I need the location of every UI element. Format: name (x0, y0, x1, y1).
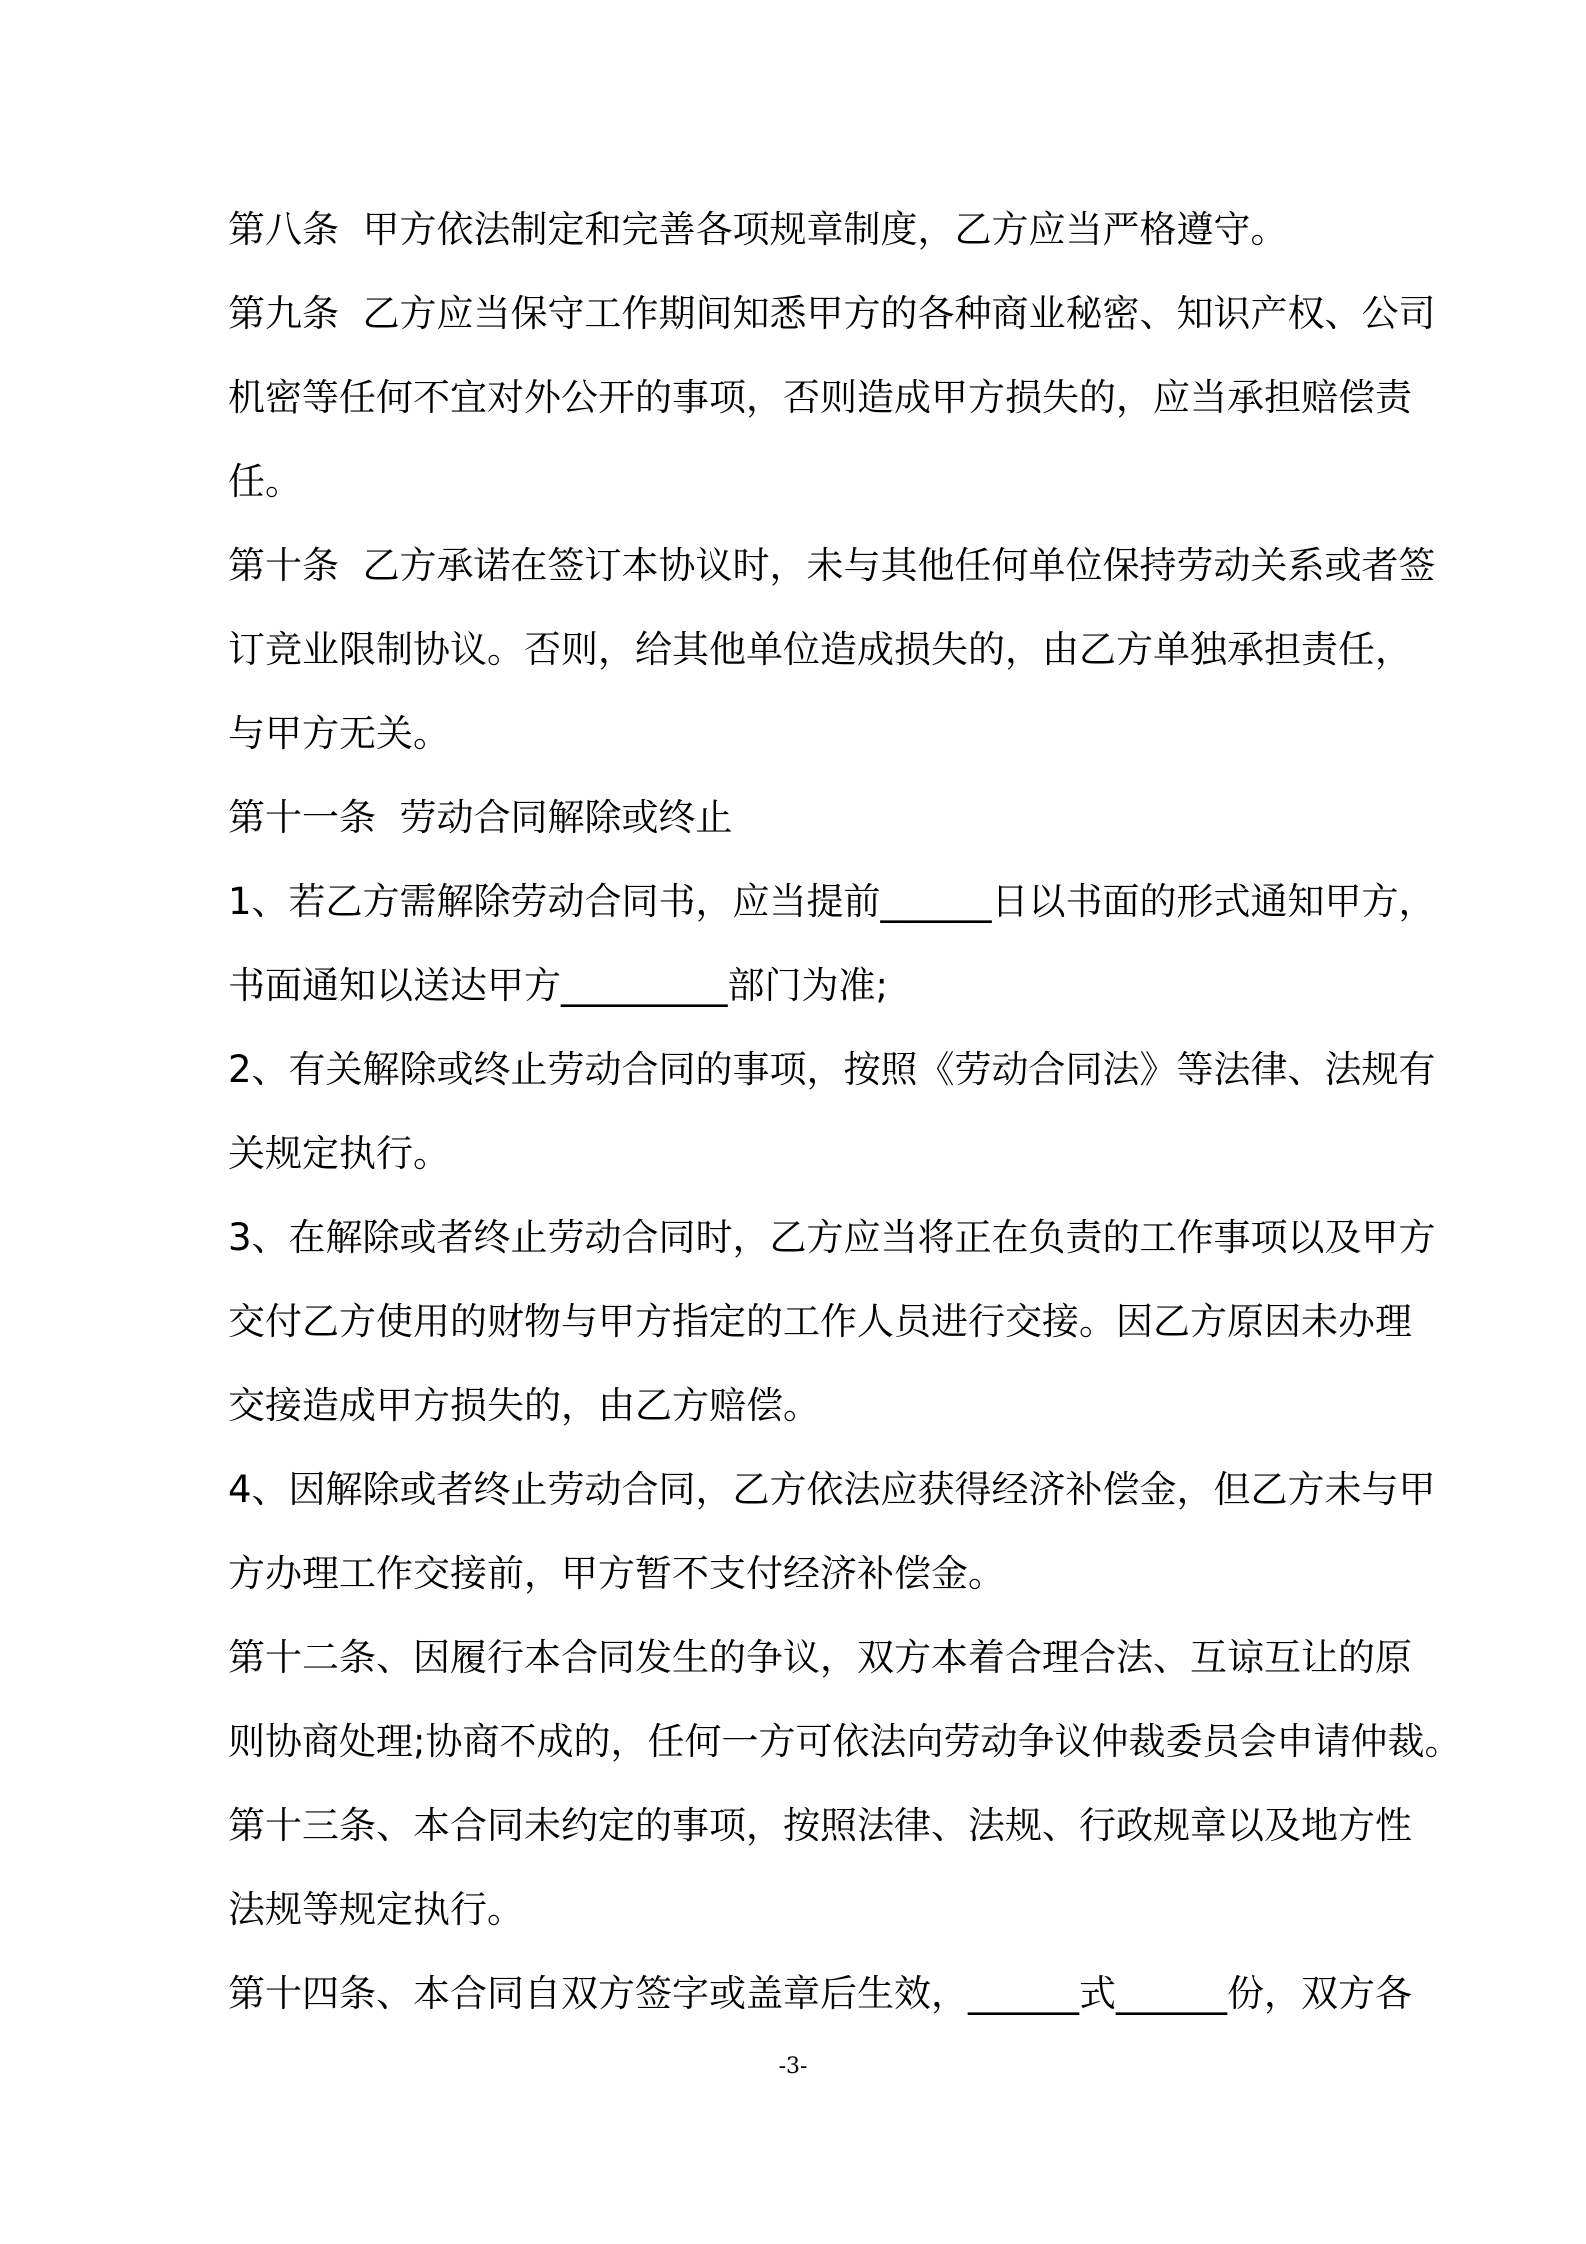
text-line: 第十三条、本合同未约定的事项，按照法律、法规、行政规章以及地方性 (228, 1804, 1412, 1847)
text-line: 书面通知以送达甲方_________部门为准; (228, 964, 888, 1007)
text-line: 第十条 乙方承诺在签订本协议时，未与其他任何单位保持劳动关系或者签 (228, 544, 1436, 587)
text-line: 交付乙方使用的财物与甲方指定的工作人员进行交接。因乙方原因未办理 (228, 1300, 1412, 1343)
text-line: 第九条 乙方应当保守工作期间知悉甲方的各种商业秘密、知识产权、公司 (228, 292, 1436, 335)
text-line: 第十一条 劳动合同解除或终止 (228, 796, 733, 839)
text-line: 订竞业限制协议。否则，给其他单位造成损失的，由乙方单独承担责任， (228, 628, 1412, 671)
text-line: 与甲方无关。 (228, 712, 450, 755)
document-body (228, 188, 1462, 2036)
text-line: 2、有关解除或终止劳动合同的事项，按照《劳动合同法》等法律、法规有 (228, 1048, 1436, 1091)
text-line: 则协商处理;协商不成的，任何一方可依法向劳动争议仲裁委员会申请仲裁。 (228, 1720, 1462, 1763)
text-line: 第十二条、因履行本合同发生的争议，双方本着合理合法、互谅互让的原 (228, 1636, 1412, 1679)
text-line: 1、若乙方需解除劳动合同书，应当提前______日以书面的形式通知甲方， (228, 880, 1436, 923)
text-line: 任。 (228, 460, 302, 503)
text-line: 交接造成甲方损失的，由乙方赔偿。 (228, 1384, 820, 1427)
text-line: 3、在解除或者终止劳动合同时，乙方应当将正在负责的工作事项以及甲方 (228, 1216, 1436, 1259)
text-line: 方办理工作交接前，甲方暂不支付经济补偿金。 (228, 1552, 1005, 1595)
text-line: 机密等任何不宜对外公开的事项，否则造成甲方损失的，应当承担赔偿责 (228, 376, 1412, 419)
text-line: 第十四条、本合同自双方签字或盖章后生效，______式______份，双方各 (228, 1972, 1412, 2015)
text-line: 4、因解除或者终止劳动合同，乙方依法应获得经济补偿金，但乙方未与甲 (228, 1468, 1436, 1511)
text-line: 法规等规定执行。 (228, 1888, 524, 1931)
page-number: -3- (778, 2054, 808, 2079)
text-line: 关规定执行。 (228, 1132, 450, 1175)
text-line: 第八条 甲方依法制定和完善各项规章制度，乙方应当严格遵守。 (228, 208, 1288, 251)
